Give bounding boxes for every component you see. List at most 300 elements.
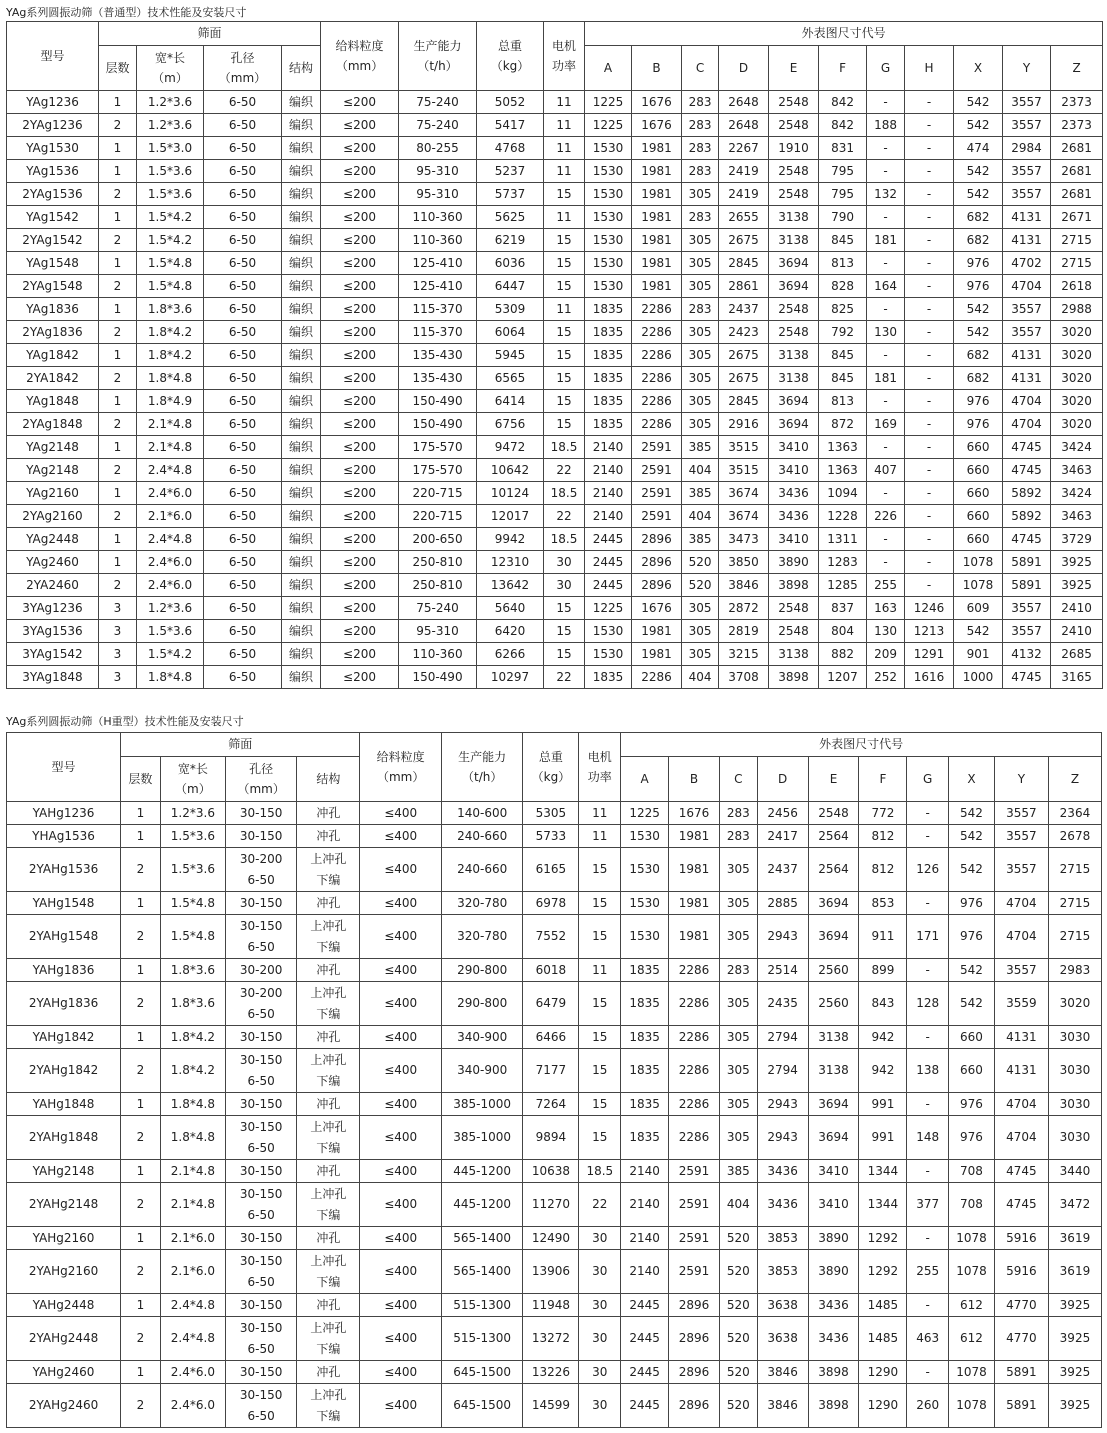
table-cell: 305: [682, 344, 719, 367]
table-cell: 2: [121, 1116, 161, 1160]
table-cell: 901: [954, 643, 1003, 666]
table-cell: 3925: [1048, 1294, 1101, 1317]
table-cell: YAHg2448: [7, 1294, 121, 1317]
table-cell: 283: [682, 298, 719, 321]
table-cell: 708: [949, 1183, 995, 1227]
table-cell: 2715: [1048, 848, 1101, 892]
table-cell: YAHg2460: [7, 1361, 121, 1384]
table-row: [7, 825, 1102, 848]
table-cell: 30-150: [225, 1361, 296, 1384]
table-cell: 3: [99, 643, 137, 666]
table-cell: 3694: [769, 413, 819, 436]
table-cell: [297, 982, 360, 1026]
col-header-dim-e: E: [769, 46, 819, 91]
table-cell: 2794: [757, 1049, 808, 1093]
table-cell: 15: [544, 252, 585, 275]
table-cell: 1291: [905, 643, 954, 666]
table-cell: 2445: [621, 1317, 669, 1361]
cell-line: 6-50: [247, 939, 275, 954]
table-cell: 15: [579, 1093, 621, 1116]
table-cell: 250-810: [399, 574, 477, 597]
table-cell: [225, 1049, 296, 1093]
table-cell: ≤400: [360, 1183, 441, 1227]
table-cell: 编织: [282, 620, 321, 643]
table-cell: 18.5: [544, 528, 585, 551]
table-cell: 1.8*4.9: [137, 390, 204, 413]
table-cell: 2140: [621, 1250, 669, 1294]
table-cell: 2: [121, 1384, 161, 1428]
table-cell: 2591: [632, 482, 682, 505]
table-cell: 3436: [769, 482, 819, 505]
table-cell: 2410: [1051, 620, 1103, 643]
table-cell: 编织: [282, 459, 321, 482]
table-cell: ≤400: [360, 982, 441, 1026]
table-cell: 853: [859, 892, 907, 915]
table-cell: 30: [579, 1317, 621, 1361]
col-header-feed-size: [321, 22, 399, 91]
table-cell: 1078: [949, 1250, 995, 1294]
table-cell: 1: [99, 206, 137, 229]
table-cell: -: [867, 206, 905, 229]
table-cell: 18.5: [579, 1160, 621, 1183]
table-cell: -: [905, 344, 954, 367]
table-cell: 3557: [994, 825, 1048, 848]
table-cell: 6-50: [204, 620, 282, 643]
table-cell: ≤400: [360, 1361, 441, 1384]
table-cell: 126: [907, 848, 949, 892]
table-cell: 3846: [719, 574, 769, 597]
table-cell: 1530: [585, 206, 632, 229]
table-cell: ≤400: [360, 892, 441, 915]
table-cell: YAg1542: [7, 206, 99, 229]
table-cell: 3410: [769, 528, 819, 551]
table-cell: 5891: [1003, 551, 1051, 574]
table-cell: 792: [819, 321, 867, 344]
table-cell: 283: [719, 825, 757, 848]
table-cell: 编织: [282, 298, 321, 321]
col-header-width-length: [137, 46, 204, 91]
table-cell: 1: [99, 91, 137, 114]
table-row: [7, 802, 1102, 825]
table-cell: 1094: [819, 482, 867, 505]
table-cell: -: [905, 298, 954, 321]
table-cell: 1290: [859, 1361, 907, 1384]
table-cell: YAg2448: [7, 528, 99, 551]
table-cell: -: [867, 137, 905, 160]
table-cell: 编织: [282, 252, 321, 275]
table-cell: 845: [819, 344, 867, 367]
table-cell: ≤400: [360, 915, 441, 959]
table-cell: ≤400: [360, 1049, 441, 1093]
table-cell: 3694: [769, 252, 819, 275]
cell-line: 6-50: [247, 1341, 275, 1356]
table-row: [7, 892, 1102, 915]
table-cell: 1676: [632, 91, 682, 114]
table-cell: 3410: [769, 459, 819, 482]
table-cell: 385: [682, 482, 719, 505]
table-cell: 542: [954, 620, 1003, 643]
table-cell: 1078: [954, 574, 1003, 597]
table-cell: ≤400: [360, 1227, 441, 1250]
cell-line: 30-150: [239, 1119, 283, 1134]
table-cell: 3674: [719, 505, 769, 528]
table-cell: -: [907, 1227, 949, 1250]
table-cell: [225, 1116, 296, 1160]
table-cell: 542: [949, 802, 995, 825]
table-cell: 1.8*3.6: [160, 982, 225, 1026]
table-row: [7, 1384, 1102, 1428]
table-cell: 11: [544, 137, 585, 160]
col-header-motor: [544, 22, 585, 91]
table-cell: 15: [544, 390, 585, 413]
table-cell: 542: [949, 825, 995, 848]
table-cell: 1: [99, 482, 137, 505]
table-cell: 2896: [669, 1384, 720, 1428]
table-cell: 2140: [585, 459, 632, 482]
table-cell: 163: [867, 597, 905, 620]
table-cell: 305: [682, 275, 719, 298]
table-cell: 6565: [477, 367, 544, 390]
table-cell: 2591: [632, 436, 682, 459]
table-cell: 6-50: [204, 183, 282, 206]
table-cell: 4704: [1003, 275, 1051, 298]
table-cell: 6479: [523, 982, 579, 1026]
table-cell: 404: [719, 1183, 757, 1227]
table-cell: 14599: [523, 1384, 579, 1428]
table-cell: 2364: [1048, 802, 1101, 825]
table-cell: ≤200: [321, 597, 399, 620]
col-header-capacity: [441, 733, 522, 802]
table-cell: 463: [907, 1317, 949, 1361]
table-cell: 75-240: [399, 91, 477, 114]
table-cell: 9472: [477, 436, 544, 459]
table-cell: 1: [99, 528, 137, 551]
table-cell: 991: [859, 1116, 907, 1160]
table-cell: 编织: [282, 137, 321, 160]
table-cell: 305: [682, 252, 719, 275]
table-cell: 3020: [1051, 321, 1103, 344]
table-cell: ≤200: [321, 344, 399, 367]
col-header-capacity-line: （t/h）: [417, 59, 458, 73]
table-cell: 2445: [585, 574, 632, 597]
table-cell: 4745: [1003, 459, 1051, 482]
table-cell: -: [905, 551, 954, 574]
table-cell: YHAg1536: [7, 825, 121, 848]
table-cell: 1981: [632, 206, 682, 229]
table-cell: 3215: [719, 643, 769, 666]
table-cell: 3436: [757, 1183, 808, 1227]
table-cell: 冲孔: [297, 1361, 360, 1384]
table-cell: 12017: [477, 505, 544, 528]
table-cell: 2437: [757, 848, 808, 892]
table-cell: 1: [121, 802, 161, 825]
table-cell: 2YAg1236: [7, 114, 99, 137]
table-cell: 2YAg1542: [7, 229, 99, 252]
table-cell: -: [907, 802, 949, 825]
table-cell: 3473: [719, 528, 769, 551]
table-cell: 3YAg1236: [7, 597, 99, 620]
table-cell: 128: [907, 982, 949, 1026]
table-cell: 6-50: [204, 252, 282, 275]
table-cell: 2286: [632, 344, 682, 367]
table-cell: 5892: [1003, 505, 1051, 528]
table-cell: 2715: [1051, 229, 1103, 252]
table-cell: 4132: [1003, 643, 1051, 666]
table-cell: 3619: [1048, 1250, 1101, 1294]
table-cell: 3138: [808, 1049, 859, 1093]
table-cell: 3: [99, 620, 137, 643]
table-cell: 813: [819, 390, 867, 413]
table-cell: 2.4*4.8: [160, 1294, 225, 1317]
table-cell: 2896: [669, 1317, 720, 1361]
col-header-dim-y: Y: [994, 757, 1048, 802]
col-header-aperture-line: 孔径: [230, 51, 255, 65]
col-header-dim-z: Z: [1048, 757, 1101, 802]
table-row: [7, 459, 1103, 482]
table-cell: 772: [859, 802, 907, 825]
table-cell: 283: [719, 802, 757, 825]
col-header-motor-line: 电机: [552, 39, 577, 53]
table-cell: 15: [579, 915, 621, 959]
table-cell: YAHg1236: [7, 802, 121, 825]
table-cell: 2548: [769, 160, 819, 183]
cell-line: 6-50: [247, 1006, 275, 1021]
table-cell: 3557: [1003, 597, 1051, 620]
col-header-dim-h: H: [905, 46, 954, 91]
table-cell: 4704: [1003, 390, 1051, 413]
cell-line: 下编: [316, 1341, 341, 1356]
table-cell: -: [905, 114, 954, 137]
table-cell: 255: [867, 574, 905, 597]
table-cell: 520: [719, 1384, 757, 1428]
table-cell: 3410: [769, 436, 819, 459]
table-cell: 13642: [477, 574, 544, 597]
table-cell: 编织: [282, 367, 321, 390]
table-cell: 2YAg2160: [7, 505, 99, 528]
table-cell: 150-490: [399, 413, 477, 436]
table-cell: 407: [867, 459, 905, 482]
table-cell: -: [905, 252, 954, 275]
table-cell: ≤400: [360, 1294, 441, 1317]
table-cell: 11: [579, 802, 621, 825]
table-cell: 3850: [719, 551, 769, 574]
table-cell: 991: [859, 1093, 907, 1116]
table-row: [7, 1294, 1102, 1317]
col-header-aperture: [225, 757, 296, 802]
table-cell: 305: [682, 620, 719, 643]
table-row: [7, 367, 1103, 390]
table-cell: 4745: [1003, 436, 1051, 459]
cell-line: 30-150: [239, 1320, 283, 1335]
table-cell: 2.1*4.8: [160, 1183, 225, 1227]
table-cell: 1: [121, 1160, 161, 1183]
table-cell: 1485: [859, 1294, 907, 1317]
table-cell: 1981: [632, 137, 682, 160]
table-cell: 15: [544, 229, 585, 252]
table-cell: 1: [121, 1294, 161, 1317]
table-cell: ≤200: [321, 137, 399, 160]
col-header-capacity: [399, 22, 477, 91]
col-header-dim-a: A: [621, 757, 669, 802]
table-cell: 2: [99, 505, 137, 528]
table-cell: 181: [867, 229, 905, 252]
table-cell: 2286: [669, 1116, 720, 1160]
table-cell: ≤400: [360, 1317, 441, 1361]
table-cell: 2286: [632, 367, 682, 390]
table-cell: 150-490: [399, 666, 477, 689]
table-cell: 837: [819, 597, 867, 620]
table-row: [7, 1049, 1102, 1093]
table-cell: 编织: [282, 574, 321, 597]
table-cell: 编织: [282, 597, 321, 620]
table-cell: 1.5*3.6: [160, 848, 225, 892]
table-cell: 2685: [1051, 643, 1103, 666]
table-cell: 5625: [477, 206, 544, 229]
table-cell: 3925: [1051, 551, 1103, 574]
table-cell: 542: [954, 183, 1003, 206]
table-cell: YAHg1842: [7, 1026, 121, 1049]
table-row: [7, 91, 1103, 114]
table-cell: 260: [907, 1384, 949, 1428]
col-header-weight-line: 总重: [498, 39, 523, 53]
table-cell: 3440: [1048, 1160, 1101, 1183]
table-cell: 2896: [669, 1361, 720, 1384]
cell-line: 下编: [316, 1140, 341, 1155]
table-cell: 编织: [282, 91, 321, 114]
table-cell: 2: [121, 1250, 161, 1294]
table-cell: 2YAHg1548: [7, 915, 121, 959]
table-cell: 3694: [808, 915, 859, 959]
cell-line: 6-50: [247, 872, 275, 887]
table-cell: 130: [867, 321, 905, 344]
table-cell: ≤200: [321, 459, 399, 482]
table-cell: 11: [544, 160, 585, 183]
table-cell: 15: [544, 367, 585, 390]
table-cell: 899: [859, 959, 907, 982]
table-cell: 2410: [1051, 597, 1103, 620]
table-cell: 1213: [905, 620, 954, 643]
table-row: [7, 959, 1102, 982]
table-cell: 305: [719, 915, 757, 959]
table-cell: 15: [544, 643, 585, 666]
table-cell: 12490: [523, 1227, 579, 1250]
table-cell: 2140: [621, 1160, 669, 1183]
col-header-motor-line: 电机: [587, 750, 612, 764]
table-cell: 1.5*3.6: [137, 183, 204, 206]
table-cell: 812: [859, 825, 907, 848]
table-cell: 1.8*4.2: [160, 1049, 225, 1093]
table-cell: 6-50: [204, 643, 282, 666]
table-cell: 2548: [769, 620, 819, 643]
table-cell: 1: [121, 1093, 161, 1116]
table-cell: 385: [682, 436, 719, 459]
table-cell: 3557: [1003, 160, 1051, 183]
table-cell: 290-800: [441, 982, 522, 1026]
table-cell: -: [905, 229, 954, 252]
table-cell: 682: [954, 206, 1003, 229]
table-cell: 976: [954, 413, 1003, 436]
col-header-dim-y: Y: [1003, 46, 1051, 91]
table-cell: 942: [859, 1026, 907, 1049]
table-cell: 11: [544, 114, 585, 137]
table-cell: 843: [859, 982, 907, 1026]
table-cell: 2885: [757, 892, 808, 915]
table-cell: 1835: [585, 390, 632, 413]
table-cell: 1981: [632, 229, 682, 252]
col-header-motor-line: 功率: [587, 770, 612, 784]
table-cell: ≤400: [360, 1026, 441, 1049]
table-cell: 2YAHg1848: [7, 1116, 121, 1160]
table-row: [7, 620, 1103, 643]
table-cell: 2943: [757, 1116, 808, 1160]
table-cell: 2445: [621, 1361, 669, 1384]
table-cell: 30: [579, 1227, 621, 1250]
table-cell: 6-50: [204, 413, 282, 436]
col-header-feed-size-line: （mm）: [376, 770, 425, 784]
table-cell: 2548: [769, 597, 819, 620]
table-cell: -: [867, 298, 905, 321]
table-cell: 3463: [1051, 505, 1103, 528]
col-header-dim-x: X: [954, 46, 1003, 91]
table-cell: 4704: [1003, 413, 1051, 436]
table-cell: 3890: [808, 1250, 859, 1294]
table-row: [7, 505, 1103, 528]
col-header-weight-line: （kg）: [531, 770, 571, 784]
table-cell: 660: [954, 505, 1003, 528]
table-cell: 4704: [994, 1093, 1048, 1116]
cell-line: 30-200: [239, 851, 283, 866]
table-cell: [297, 1317, 360, 1361]
table-cell: 3YAg1542: [7, 643, 99, 666]
table-cell: 1292: [859, 1227, 907, 1250]
table-row: [7, 137, 1103, 160]
col-header-dim-g: G: [867, 46, 905, 91]
table-cell: 542: [954, 298, 1003, 321]
table-cell: 3: [99, 597, 137, 620]
table-cell: 10297: [477, 666, 544, 689]
table-cell: 1225: [585, 91, 632, 114]
table-cell: 882: [819, 643, 867, 666]
table-cell: YAHg2148: [7, 1160, 121, 1183]
table-cell: 942: [859, 1049, 907, 1093]
table-row: [7, 252, 1103, 275]
table-row: [7, 643, 1103, 666]
table-cell: 15: [544, 413, 585, 436]
col-header-feed-size-line: 给料粒度: [376, 750, 425, 764]
table-cell: 1530: [585, 643, 632, 666]
table-cell: 75-240: [399, 114, 477, 137]
table-cell: 3020: [1051, 344, 1103, 367]
table-cell: 148: [907, 1116, 949, 1160]
table-cell: 2140: [621, 1183, 669, 1227]
table-cell: 1910: [769, 137, 819, 160]
table-cell: 115-370: [399, 321, 477, 344]
table-cell: 编织: [282, 643, 321, 666]
table-cell: ≤400: [360, 825, 441, 848]
table-cell: 125-410: [399, 252, 477, 275]
table-cell: 1.5*4.8: [137, 252, 204, 275]
table-cell: 340-900: [441, 1049, 522, 1093]
table-cell: 2.4*6.0: [160, 1361, 225, 1384]
table-cell: 4131: [994, 1049, 1048, 1093]
table-cell: 305: [719, 1093, 757, 1116]
table-cell: 305: [682, 321, 719, 344]
table-cell: 2YAHg2160: [7, 1250, 121, 1294]
table-cell: 305: [682, 229, 719, 252]
table-cell: 708: [949, 1160, 995, 1183]
table-cell: 1981: [632, 620, 682, 643]
table-cell: 95-310: [399, 620, 477, 643]
